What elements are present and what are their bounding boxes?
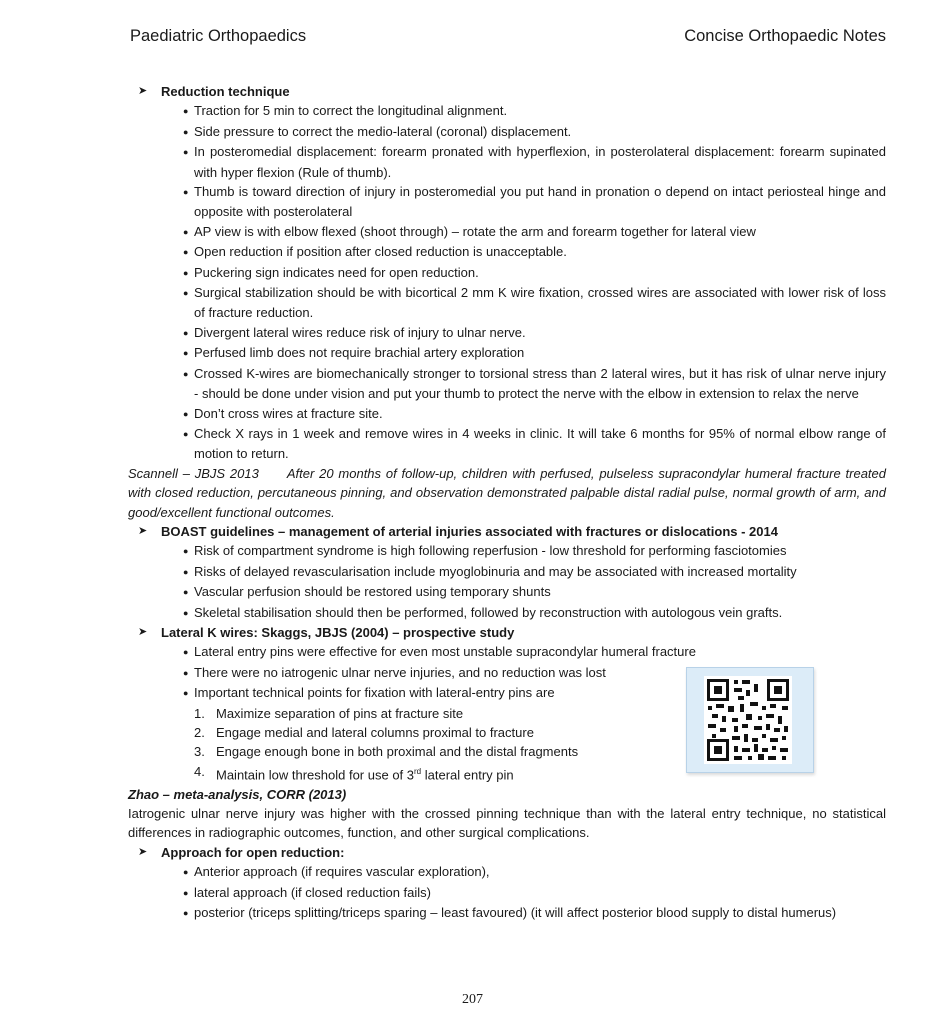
list-item: ● Puckering sign indicates need for open reduction. [128, 263, 886, 283]
list-item: ● Thumb is toward direction of injury in posteromedial you put hand in pronation o depend on intact periosteal hinge and opposite with posterolateral [183, 184, 886, 220]
reduction-bullet-list [128, 101, 886, 463]
zhao-citation-text: Iatrogenic ulnar nerve injury was higher with the crossed pinning technique than with the lateral entry technique, no statistical differences in radiographic outcomes, function, and other surgical complications. [128, 805, 886, 841]
section-heading-approach: ➤ Approach for open reduction: [128, 843, 886, 862]
citation-ref: Scannell – JBJS 2013 [128, 465, 259, 481]
bullet-dot-icon: ● [183, 688, 189, 699]
approach-bullet-list [128, 862, 886, 923]
list-item: ● Divergent lateral wires reduce risk of injury to ulnar nerve. [128, 323, 886, 343]
list-item: 4. Maintain low threshold for use of 3rd lateral entry pin [194, 763, 514, 783]
bullet-dot-icon: ● [183, 907, 189, 918]
page-body [128, 82, 886, 923]
bullet-dot-icon: ● [183, 566, 189, 577]
bullet-dot-icon: ● [183, 226, 189, 237]
section-heading-lateral-k-wires: ➤ Lateral K wires: Skaggs, JBJS (2004) – prospective study [128, 623, 886, 642]
list-item: 2. Engage medial and lateral columns proximal to fracture [194, 725, 534, 740]
bullet-dot-icon: ● [183, 408, 189, 419]
bullet-dot-icon: ● [183, 647, 189, 658]
page-number: 207 [462, 992, 483, 1007]
section-heading-boast: ➤ BOAST guidelines – management of arterial injuries associated with fractures or dislocations - 2014 [128, 522, 886, 541]
bullet-dot-icon: ● [183, 247, 189, 258]
list-item: ● Risks of delayed revascularisation include myoglobinuria and may be associated with increased mortality [128, 562, 886, 582]
list-item: ● Anterior approach (if requires vascular exploration), [128, 862, 886, 882]
arrow-bullet-icon: ➤ [138, 524, 148, 537]
list-item: ● Risk of compartment syndrome is high following reperfusion - low threshold for performing fasciotomies [128, 541, 886, 561]
bullet-dot-icon: ● [183, 546, 189, 557]
list-item: ● In posteromedial displacement: forearm pronated with hyperflexion, in posterolateral displacement: forearm supinated with hyper flexion (Rule of thumb). [183, 144, 886, 180]
arrow-bullet-icon: ➤ [138, 845, 148, 858]
bullet-dot-icon: ● [183, 587, 189, 598]
list-item: ● Crossed K-wires are biomechanically stronger to torsional stress than 2 lateral wires, but it has risk of ulnar nerve injury - should be done under vision and put your thumb to protect the nerve with the elbow in extension to relax the nerve [183, 365, 886, 402]
list-item: ● Open reduction if position after closed reduction is unacceptable. [128, 242, 886, 262]
zhao-citation-ref: Zhao – meta-analysis, CORR (2013) [128, 786, 347, 802]
bullet-dot-icon: ● [183, 126, 189, 137]
bullet-dot-icon: ● [183, 887, 189, 898]
list-item: ● Side pressure to correct the medio-lateral (coronal) displacement. [128, 122, 886, 142]
bullet-dot-icon: ● [183, 607, 189, 618]
list-item: ● Surgical stabilization should be with bicortical 2 mm K wire fixation, crossed wires are associated with lower risk of loss of fracture reduction. [183, 285, 886, 321]
technical-points-list [128, 704, 628, 785]
qr-code-box [686, 667, 814, 773]
citation-text: After 20 months of follow-up, children with perfused, pulseless supracondylar humeral fracture treated with closed reduction, percutaneous pinning, and observation demonstrated palpable distal radial pulse, normal growth of arm, and good/excellent functional outcomes. [128, 465, 886, 520]
bullet-dot-icon: ● [183, 368, 189, 379]
scannell-citation [128, 464, 886, 522]
bullet-dot-icon: ● [183, 288, 189, 299]
bullet-dot-icon: ● [183, 187, 189, 198]
list-item: 3. Engage enough bone in both proximal and the distal fragments [194, 744, 579, 760]
list-item: ● Important technical points for fixation with lateral-entry pins are [128, 683, 684, 703]
arrow-bullet-icon: ➤ [138, 85, 148, 97]
bullet-dot-icon: ● [183, 867, 189, 878]
qr-code-icon [704, 676, 792, 764]
section-heading-reduction: ➤ Reduction technique [128, 82, 886, 101]
arrow-bullet-icon: ➤ [138, 625, 148, 638]
bullet-dot-icon: ● [183, 267, 189, 278]
running-header-right: Concise Orthopaedic Notes [684, 27, 886, 45]
boast-bullet-list [128, 541, 886, 623]
list-item: ● Check X rays in 1 week and remove wires in 4 weeks in clinic. It will take 6 months for 95% of normal elbow range of motion to return. [183, 425, 886, 462]
bullet-dot-icon: ● [183, 348, 189, 359]
list-item: ● Lateral entry pins were effective for even most unstable supracondylar humeral fracture [128, 642, 734, 662]
list-item: ● AP view is with elbow flexed (shoot through) – rotate the arm and forearm together for lateral view [128, 222, 886, 242]
bullet-dot-icon: ● [183, 106, 189, 117]
list-item: ● Perfused limb does not require brachial artery exploration [128, 343, 886, 363]
list-item: ● posterior (triceps splitting/triceps sparing – least favoured) (it will affect posterior blood supply to distal humerus) [128, 903, 886, 923]
bullet-dot-icon: ● [183, 428, 189, 439]
list-item: ● There were no iatrogenic ulnar nerve injuries, and no reduction was lost [128, 663, 684, 683]
bullet-dot-icon: ● [183, 667, 189, 678]
list-item: 1. Maximize separation of pins at fracture site [194, 705, 464, 721]
list-item: ● Don’t cross wires at fracture site. [128, 404, 886, 424]
bullet-dot-icon: ● [183, 327, 189, 338]
list-item: ● Vascular perfusion should be restored using temporary shunts [128, 582, 886, 602]
list-item: ● Skeletal stabilisation should then be performed, followed by reconstruction with autologous vein grafts. [128, 603, 886, 623]
bullet-dot-icon: ● [183, 147, 189, 158]
list-item: ● lateral approach (if closed reduction fails) [128, 883, 886, 903]
running-header-left: Paediatric Orthopaedics [130, 27, 307, 45]
list-item: ● Traction for 5 min to correct the longitudinal alignment. [128, 101, 886, 121]
